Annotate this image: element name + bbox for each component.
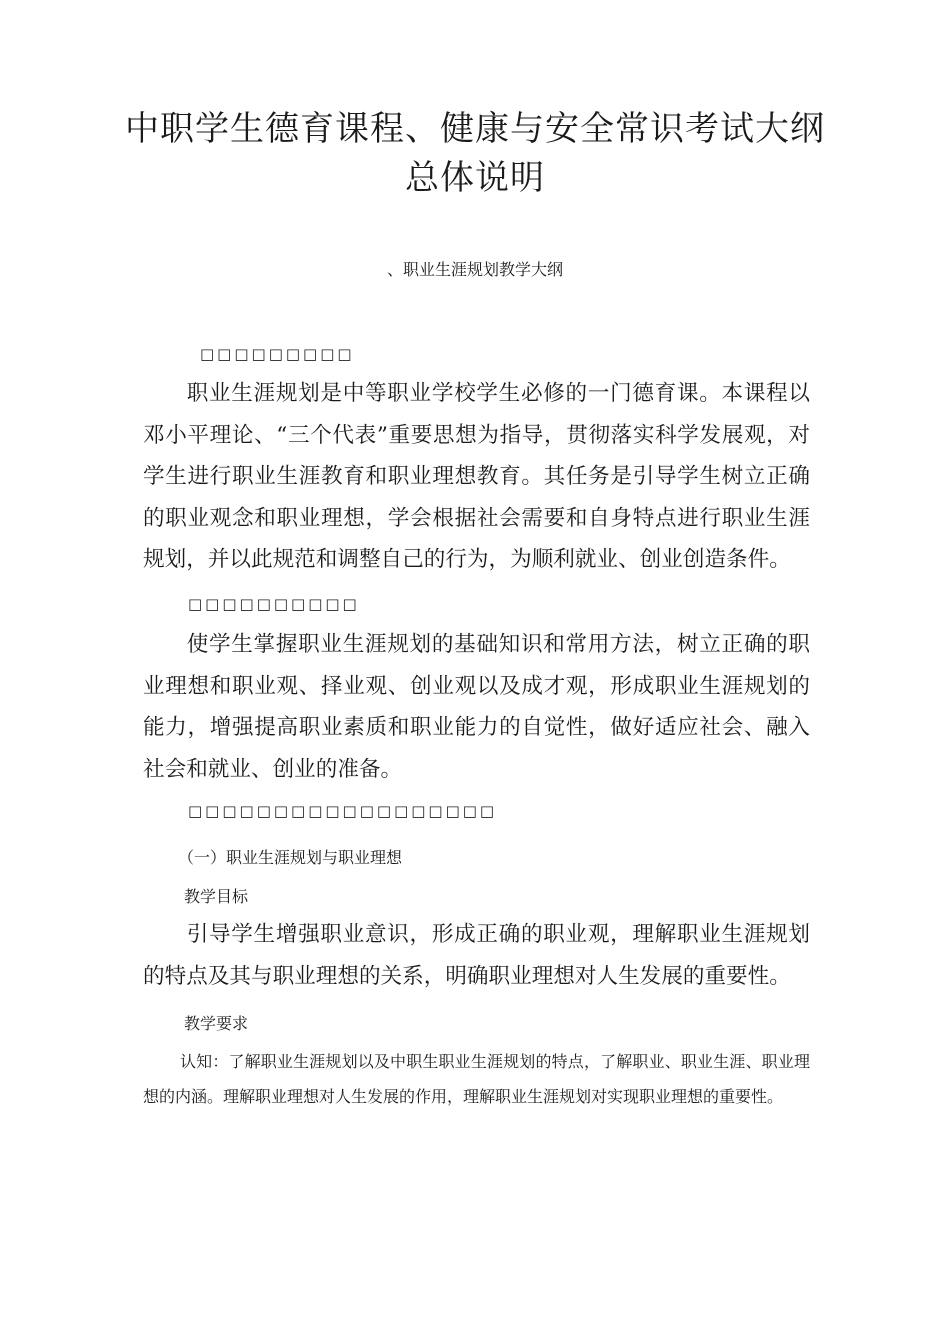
unit-title: （一）职业生涯规划与职业理想 (178, 848, 403, 867)
teaching-goal-label: 教学目标 (184, 887, 249, 906)
teaching-goal-rest: 的特点及其与职业理想的关系，明确职业理想对人生发展的重要性。 (143, 963, 791, 989)
section3-heading: □□□□□□□□□□□□□□□□□□ (188, 802, 498, 820)
section1-paragraph-first: 职业生涯规划是中等职业学校学生必修的一门德育课。本课程以 (186, 381, 810, 406)
section2-paragraph-first: 使学生掌握职业生涯规划的基础知识和常用方法，树立正确的职 (186, 632, 810, 657)
teaching-requirement-label: 教学要求 (184, 1014, 249, 1033)
section1-paragraph (143, 373, 810, 581)
document-title-line-2: 总体说明 (405, 158, 545, 198)
section-subtitle: 、职业生涯规划教学大纲 (386, 260, 563, 279)
section1-heading: □□□□□□□□□ (200, 345, 355, 363)
teaching-requirement-text: 认知：了解职业生涯规划以及中职生职业生涯规划的特点，了解职业、职业生涯、职业理想的内涵。理解职业理想对人生发展的作用，理解职业生涯规划对实现职业理想的重要性。 (143, 1052, 810, 1106)
teaching-goal-first: 引导学生增强职业意识，形成正确的职业观，理解职业生涯规划 (186, 922, 810, 947)
section2-paragraph (143, 624, 810, 790)
document-title-line-1: 中职学生德育课程、健康与安全常识考试大纲 (125, 109, 825, 149)
section2-heading: □□□□□□□□□□ (188, 595, 360, 613)
section2-paragraph-rest: 业理想和职业观、择业观、创业观以及成才观，形成职业生涯规划的能力，增强提高职业素质和职业能力的自觉性，做好适应社会、融入社会和就业、创业的准备。 (143, 673, 810, 782)
teaching-goal-paragraph (143, 914, 810, 997)
section1-paragraph-rest: 邓小平理论、“三个代表”重要思想为指导，贯彻落实科学发展观，对学生进行职业生涯教育和职业理想教育。其任务是引导学生树立正确的职业观念和职业理想，学会根据社会需要和自身特点进行职业生涯规划，并以此规范和调整自己的行为，为顺利就业、创业创造条件。 (143, 422, 810, 572)
